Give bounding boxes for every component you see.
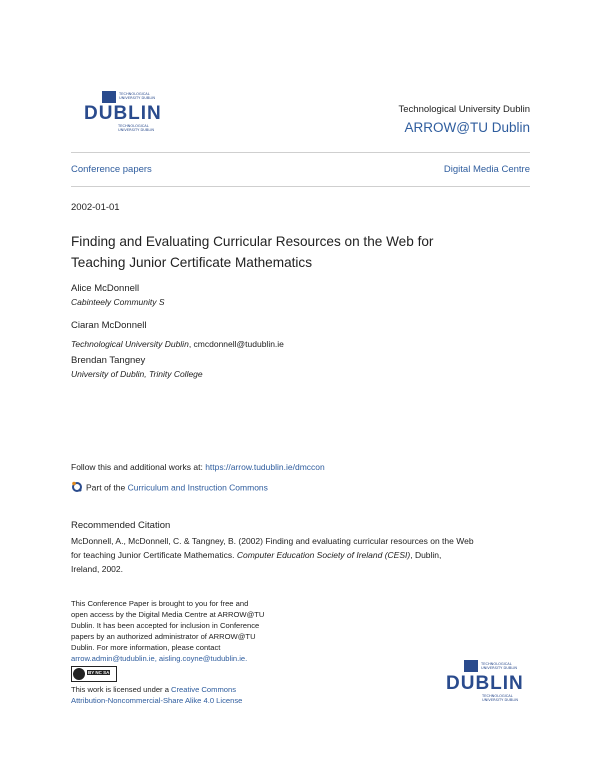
- follow-line: [71, 462, 325, 472]
- author-name: Brendan Tangney: [71, 355, 146, 366]
- logo-small-text: [481, 662, 517, 670]
- author-name: Alice McDonnell: [71, 283, 140, 294]
- logo-t-block: [102, 91, 116, 103]
- title-line-1: Finding and Evaluating Curricular Resources on the Web for: [71, 234, 434, 249]
- cc-badge-text: BY NC SA: [88, 670, 110, 675]
- follow-prefix: Follow this and additional works at:: [71, 462, 206, 472]
- network-icon: [71, 481, 83, 495]
- license-line-1: [71, 684, 242, 695]
- tu-dublin-logo-top[interactable]: [84, 89, 166, 133]
- notice-line: open access by the Digital Media Centre at ARROW@TU: [71, 610, 265, 619]
- access-notice: [71, 598, 301, 664]
- author-email[interactable]: , cmcdonnell@tudublin.ie: [188, 339, 284, 349]
- divider-bottom: [71, 186, 530, 187]
- author-affiliation-row: [71, 334, 284, 352]
- citation-line-2: [71, 548, 533, 562]
- license-prefix: This work is licensed under a: [71, 685, 172, 694]
- cc-license-badge[interactable]: [71, 666, 117, 682]
- citation-text: [71, 534, 533, 576]
- author-block-1: [71, 283, 165, 307]
- cc-license-link-2[interactable]: Attribution-Noncommercial-Share Alike 4.0 License: [71, 696, 243, 705]
- logo-small-line: UNIVERSITY DUBLIN: [119, 96, 156, 100]
- citation-heading: Recommended Citation: [71, 520, 171, 531]
- author-block-2: [71, 320, 284, 352]
- logo-sub-line: UNIVERSITY DUBLIN: [118, 128, 155, 132]
- curriculum-commons-link[interactable]: Curriculum and Instruction Commons: [127, 482, 268, 493]
- citation-end: , Dublin,: [410, 550, 442, 560]
- logo-small-text: [119, 92, 155, 100]
- logo-sub-line: UNIVERSITY DUBLIN: [482, 698, 519, 702]
- repository-link[interactable]: ARROW@TU Dublin: [404, 120, 530, 135]
- author-name: Ciaran McDonnell: [71, 320, 147, 331]
- follow-url-link[interactable]: https://arrow.tudublin.ie/dmccon: [205, 462, 325, 472]
- notice-line: This Conference Paper is brought to you for free and: [71, 599, 249, 608]
- divider-top: [71, 152, 530, 153]
- conference-papers-link[interactable]: Conference papers: [71, 164, 152, 175]
- citation-plain: for teaching Junior Certificate Mathematics.: [71, 550, 237, 560]
- notice-line: Dublin. It has been accepted for inclusion in Conference: [71, 621, 260, 630]
- logo-small-line: UNIVERSITY DUBLIN: [481, 666, 518, 670]
- cc-license-link[interactable]: Creative Commons: [171, 685, 237, 694]
- title-line-2: Teaching Junior Certificate Mathematics: [71, 255, 313, 270]
- cc-icon: [73, 668, 85, 680]
- logo-t-block: [464, 660, 478, 672]
- citation-line-3: Ireland, 2002.: [71, 564, 123, 574]
- citation-line-1: McDonnell, A., McDonnell, C. & Tangney, B. (2002) Finding and evaluating curricular resources on the Web: [71, 536, 474, 546]
- digital-media-centre-link[interactable]: Digital Media Centre: [443, 164, 530, 175]
- author-affiliation: Technological University Dublin: [71, 339, 189, 349]
- contact-emails-link[interactable]: arrow.admin@tudublin.ie, aisling.coyne@tudublin.ie.: [71, 654, 248, 663]
- logo-sub-text: [482, 694, 518, 702]
- paper-title: [71, 231, 433, 273]
- author-affiliation: University of Dublin, Trinity College: [71, 369, 203, 379]
- citation-venue: Computer Education Society of Ireland (CESI): [236, 550, 411, 560]
- logo-sub-line: TECHNOLOGICAL: [118, 124, 149, 128]
- institution-name: Technological University Dublin: [398, 104, 530, 115]
- logo-small-line: TECHNOLOGICAL: [481, 662, 512, 666]
- part-of-line: [71, 481, 268, 495]
- logo-small-line: TECHNOLOGICAL: [119, 92, 150, 96]
- logo-sub-line: TECHNOLOGICAL: [482, 694, 513, 698]
- part-prefix: Part of the: [86, 482, 128, 493]
- author-block-3: [71, 355, 203, 379]
- notice-line: papers by an authorized administrator of ARROW@TU: [71, 632, 256, 641]
- publication-date: 2002-01-01: [71, 202, 120, 213]
- logo-wordmark: DUBLIN: [446, 673, 524, 694]
- license-statement: [71, 684, 242, 706]
- logo-wordmark: DUBLIN: [84, 103, 162, 124]
- author-affiliation: Cabinteely Community S: [71, 297, 165, 307]
- tu-dublin-logo-bottom[interactable]: [446, 660, 530, 706]
- notice-line: Dublin. For more information, please contact: [71, 643, 221, 652]
- logo-sub-text: [118, 124, 154, 132]
